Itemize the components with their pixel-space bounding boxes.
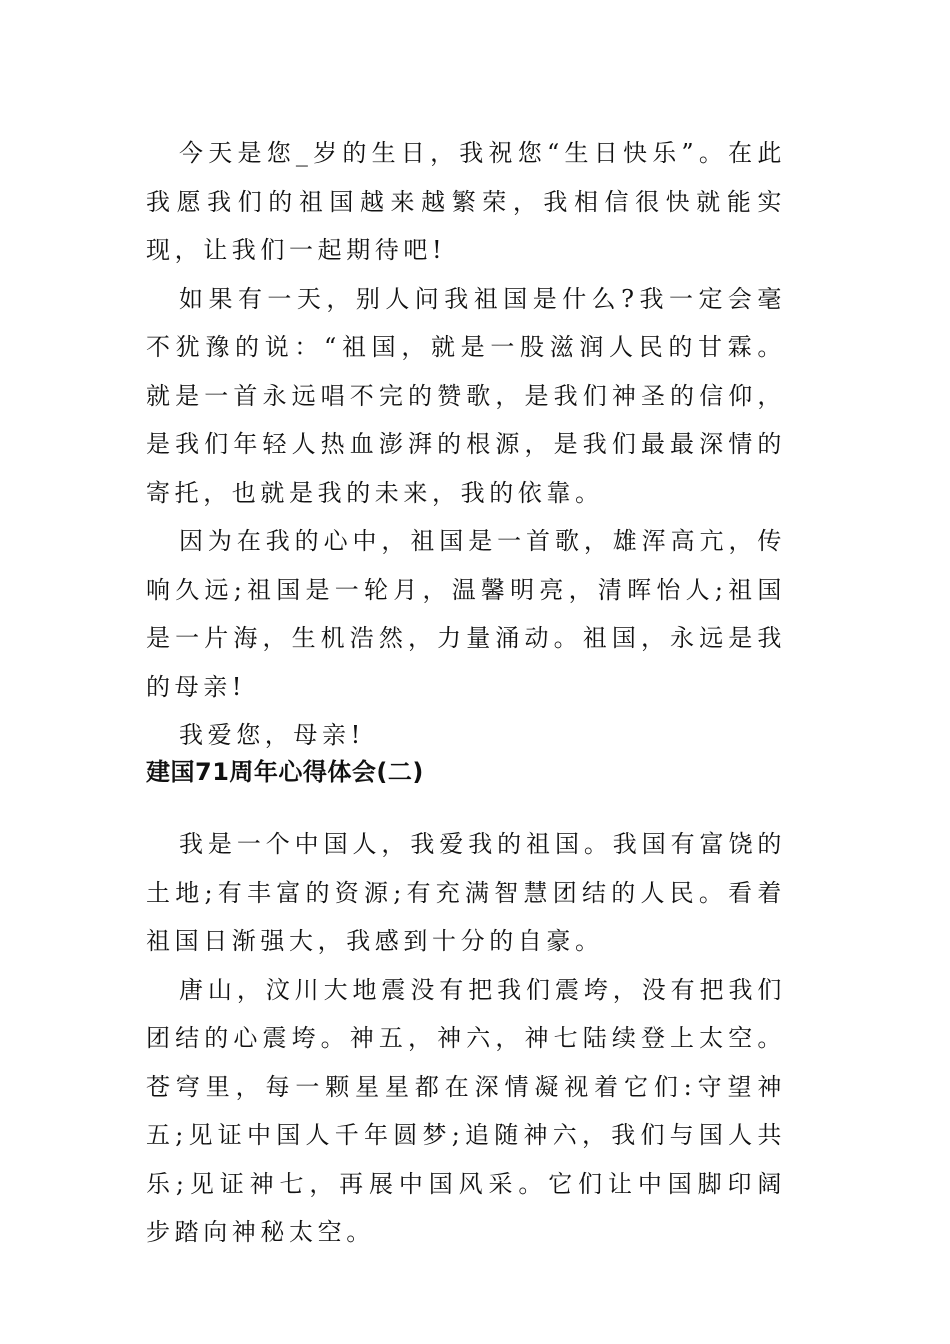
- paragraph-earthquake-and-space: 唐山，汶川大地震没有把我们震垮，没有把我们团结的心震垮。神五，神六，神七陆续登上太空。苍穹里，每一颗星星都在深情凝视着它们:守望神五;见证中国人千年圆梦;追随神六，我们与国人共乐;见证神七，再展中国风采。它们让中国脚印阔步踏向神秘太空。: [146, 975, 786, 1246]
- section-one-body: [146, 129, 786, 760]
- paragraph-motherland-metaphors: 因为在我的心中，祖国是一首歌，雄浑高亢，传响久远;祖国是一轮月，温馨明亮，清晖怡人;祖国是一片海，生机浩然，力量涌动。祖国，永远是我的母亲!: [146, 527, 786, 701]
- paragraph-i-am-chinese: 我是一个中国人，我爱我的祖国。我国有富饶的土地;有丰富的资源;有充满智慧团结的人民。看着祖国日渐强大，我感到十分的自豪。: [146, 830, 786, 955]
- paragraph-i-love-you: 我爱您，母亲!: [179, 721, 365, 749]
- section-two-body: [146, 820, 786, 1257]
- paragraph-what-is-motherland: 如果有一天，别人问我祖国是什么?我一定会毫不犹豫的说：“祖国，就是一股滋润人民的甘霖。就是一首永远唱不完的赞歌，是我们神圣的信仰，是我们年轻人热血澎湃的根源，是我们最最深情的寄托，也就是我的未来，我的依靠。: [146, 284, 786, 507]
- section-two-heading: 建国71周年心得体会(二): [146, 758, 424, 786]
- paragraph-birthday-wish: 今天是您_岁的生日，我祝您“生日快乐”。在此我愿我们的祖国越来越繁荣，我相信很快就能实现，让我们一起期待吧!: [146, 139, 786, 264]
